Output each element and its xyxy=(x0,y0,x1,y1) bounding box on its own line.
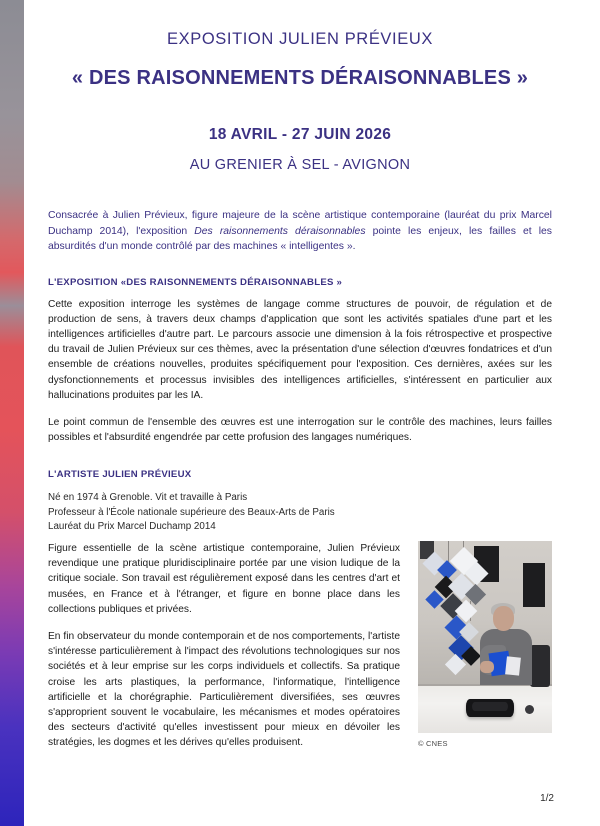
photo-credit-caption: © CNES xyxy=(418,739,448,748)
exhibition-dates: 18 AVRIL - 27 JUIN 2026 xyxy=(208,125,392,143)
artist-photograph xyxy=(418,541,552,733)
photo-black-tray-inner xyxy=(472,702,508,711)
exposition-paragraph-2: Le point commun de l'ensemble des œuvres est une interrogation sur le contrôle des machines, leurs failles possibles et l'absurdité engendrée par cette profusion des langages numériques. xyxy=(48,416,552,444)
page-number: 1/2 xyxy=(540,793,554,804)
document-header xyxy=(40,30,560,175)
document-body-lower xyxy=(48,541,552,763)
photo-person-hand xyxy=(480,661,494,673)
intro-paragraph xyxy=(48,208,552,255)
intro-text-part1: Consacrée à Julien Prévieux, figure majeure de la scène artistique contemporaine (lauréat du prix Marcel Duchamp 2014), l'exposition xyxy=(48,210,552,237)
artist-paragraph-1: Figure essentielle de la scène artistique contemporaine, Julien Prévieux revendique une pratique pluridisciplinaire portée par une vision ludique de la critique sociale. Son travail est régulièrement exposé dans les centres d'art et musées, en France et à l'étranger, et figure en bonne place dans les collections publiques et privées. xyxy=(48,543,400,615)
photo-small-puck xyxy=(525,705,534,714)
photo-column xyxy=(418,541,552,748)
artist-bio-line-2: Professeur à l'École nationale supérieure des Beaux-Arts de Paris xyxy=(48,506,335,518)
photo-chair xyxy=(530,645,550,687)
photo-person-head xyxy=(493,606,514,631)
left-gradient-strip xyxy=(0,0,24,826)
artist-text-column xyxy=(48,541,400,763)
sculpture-string-1 xyxy=(448,541,449,563)
section-heading-artist: L'ARTISTE JULIEN PRÉVIEUX xyxy=(48,469,192,481)
intro-exhibition-title-italic: Des raisonnements déraisonnables xyxy=(194,225,366,237)
left-gradient-fade xyxy=(24,0,38,826)
page-title: « DES RAISONNEMENTS DÉRAISONNABLES » xyxy=(71,66,529,89)
photo-held-object-white xyxy=(505,656,521,675)
exposition-paragraph-1: Cette exposition interroge les systèmes de langage comme structures de pouvoir, de régulation et de production de sens, à travers deux champs d'application que sont les activités spatiales d'une part et les intelligences artificielles d'autre part. Le parcours associe une dimension à la fois rétrospective et prospective du travail de Julien Prévieux sur ces thèmes, avec la présentation d'une sélection d'œuvres fondatrices et d'un ensemble de créations nouvelles, produites spécifiquement pour l'exposition. Ces dernières, axées sur les dysfonctionnements et processus invisibles des intelligences artificielles, s'intéressent en particulier aux hallucinations produites par les IA. xyxy=(48,298,552,401)
photo-black-tray xyxy=(466,699,514,717)
document-body-upper xyxy=(48,208,552,535)
exposition-subtitle: EXPOSITION JULIEN PRÉVIEUX xyxy=(167,30,433,48)
artist-bio-line-1: Né en 1974 à Grenoble. Vit et travaille à Paris xyxy=(48,492,248,504)
exhibition-venue: AU GRENIER À SEL - AVIGNON xyxy=(189,157,411,174)
artist-paragraph-2: En fin observateur du monde contemporain et de nos comportements, l'artiste s'intéresse particulièrement à l'impact des révolutions technologiques sur nos sociétés et à leur emprise sur les corps individuels et collectifs. Sa pratique croise les arts plastiques, la performance, l'informatique, l'intelligence artificielle et la chorégraphie. Particulièrement diversifiées, ses œuvres s'approprient souvent le vocabulaire, les mécanismes et modes opératoires des secteurs d'activité qu'elles investissent pour mieux en dévoiler les stratégies, les dogmes et les dérives qu'elles produisent. xyxy=(48,631,400,749)
section-heading-exposition: L'EXPOSITION «DES RAISONNEMENTS DÉRAISONNABLES » xyxy=(48,276,343,288)
artist-bio-line-3: Lauréat du Prix Marcel Duchamp 2014 xyxy=(48,521,216,533)
photo-wall-opening-right xyxy=(523,563,545,607)
intro-text-part2: pointe les enjeux, les failles et les absurdités d'un monde contrôlé par des machines « intelligentes ». xyxy=(48,225,552,252)
